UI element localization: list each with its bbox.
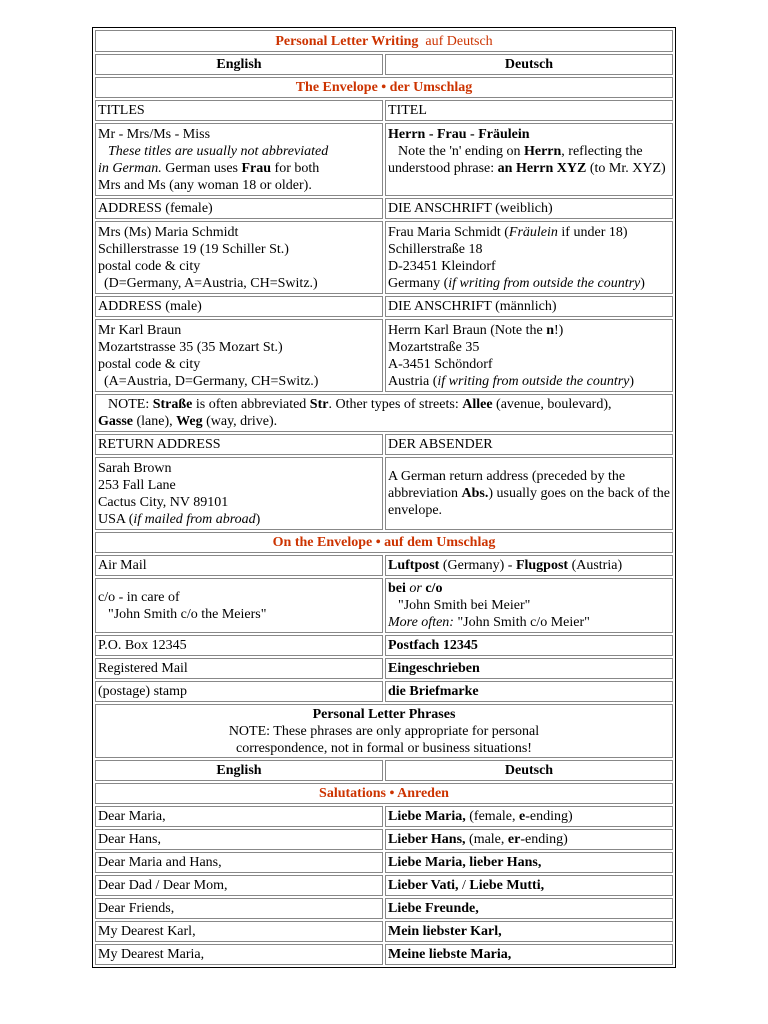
ret-de-head: DER ABSENDER: [385, 434, 673, 455]
addr-line: Mozartstraße 35: [388, 339, 480, 355]
text: if writing from outside the country: [448, 275, 641, 291]
text: Gasse: [98, 414, 133, 429]
addr-line: [388, 373, 670, 390]
text: for both: [271, 160, 320, 176]
table-row: [95, 875, 673, 896]
text: Germany (: [388, 275, 449, 291]
text: !): [554, 322, 564, 338]
text: understood phrase:: [388, 161, 498, 176]
title-normal: auf Deutsch: [425, 33, 493, 49]
table-row: [95, 829, 673, 850]
text: Abs.: [461, 486, 489, 501]
header-deutsch: Deutsch: [385, 54, 673, 75]
co-line: "John Smith c/o the Meiers": [108, 606, 267, 622]
column-header-row: [95, 54, 673, 75]
air-row: [95, 555, 673, 576]
titles-head-row: [95, 100, 673, 121]
text: . Other types of streets:: [328, 397, 463, 412]
text: Allee: [462, 397, 493, 412]
text: (male,: [465, 832, 508, 847]
addr-line: (A=Austria, D=Germany, CH=Switz.): [104, 373, 319, 389]
titles-body-row: [95, 123, 673, 196]
column-header-row: [95, 760, 673, 781]
addr-line: postal code & city: [98, 258, 201, 274]
text: in German.: [98, 160, 162, 176]
note-row: [95, 394, 673, 432]
text: (lane),: [133, 414, 177, 429]
text: e: [519, 809, 526, 824]
stamp-row: [95, 681, 673, 702]
text: if mailed from abroad: [133, 511, 256, 527]
text: NOTE:: [108, 397, 153, 412]
title-row: [95, 30, 673, 52]
text: "John Smith c/o Meier": [453, 615, 590, 630]
ret-en-body: [95, 457, 383, 530]
text: , reflecting the: [561, 144, 643, 159]
addr-m-de-head: DIE ANSCHRIFT (männlich): [385, 296, 673, 317]
text: Liebe Mutti,: [469, 878, 545, 893]
text: Liebe Maria, lieber Hans,: [388, 855, 542, 870]
page-title: [95, 30, 673, 52]
note-line: [98, 396, 670, 413]
phrases-row: [95, 704, 673, 758]
text: bei: [388, 581, 406, 596]
phrases-title: Personal Letter Phrases: [312, 706, 456, 722]
section-envelope: The Envelope • der Umschlag: [95, 77, 673, 98]
title-bold: Personal Letter Writing: [275, 33, 419, 49]
text: Luftpost: [388, 558, 440, 573]
titles-en-line: [98, 160, 380, 177]
co-row: [95, 578, 673, 633]
addr-line: postal code & city: [98, 356, 201, 372]
salutation-de: [385, 875, 673, 896]
text: Frau: [241, 160, 272, 176]
section-row: [95, 783, 673, 804]
letter-writing-document: [92, 27, 676, 968]
salutation-de: [385, 852, 673, 873]
text: Weg: [176, 414, 203, 429]
pobox-en: P.O. Box 12345: [95, 635, 383, 656]
table-row: [95, 852, 673, 873]
co-line: c/o - in care of: [98, 589, 180, 605]
reg-de: Eingeschrieben: [385, 658, 673, 679]
salutation-de: [385, 921, 673, 942]
ret-head-row: [95, 434, 673, 455]
text: (avenue, boulevard),: [492, 397, 612, 412]
salutation-de: [385, 898, 673, 919]
addr-line: Cactus City, NV 89101: [98, 494, 229, 510]
ret-de-body: [385, 457, 673, 530]
addr-line: [388, 275, 670, 292]
addr-line: Mrs (Ms) Maria Schmidt: [98, 224, 239, 240]
text: (female,: [465, 809, 520, 824]
text: if writing from outside the country: [437, 373, 630, 389]
air-en: Air Mail: [95, 555, 383, 576]
text: -ending): [520, 832, 568, 847]
text: More often:: [388, 615, 454, 630]
letter-writing-table: [92, 27, 676, 968]
salutation-en: Dear Hans,: [95, 829, 383, 850]
salutation-en: Dear Dad / Dear Mom,: [95, 875, 383, 896]
text: ) usually goes on the back of the envelope.: [388, 486, 670, 518]
co-line: [388, 614, 670, 631]
reg-en: Registered Mail: [95, 658, 383, 679]
text: /: [458, 878, 470, 893]
section-salutations: Salutations • Anreden: [95, 783, 673, 804]
stamp-de: die Briefmarke: [385, 681, 673, 702]
text: Lieber Hans,: [388, 832, 466, 847]
text: (way, drive).: [202, 414, 278, 429]
salutation-en: My Dearest Karl,: [95, 921, 383, 942]
salutation-en: My Dearest Maria,: [95, 944, 383, 965]
titles-de-line: [388, 143, 670, 160]
addr-m-de-body: [385, 319, 673, 392]
text: Frau Maria Schmidt (: [388, 224, 509, 240]
phrases-note: [95, 704, 673, 758]
section-row: [95, 532, 673, 553]
addr-line: [98, 511, 380, 528]
table-row: [95, 944, 673, 965]
table-row: [95, 921, 673, 942]
salutation-en: Dear Friends,: [95, 898, 383, 919]
text: Liebe Maria,: [388, 809, 466, 824]
titles-en-body: [95, 123, 383, 196]
header-english: English: [95, 54, 383, 75]
stamp-en: (postage) stamp: [95, 681, 383, 702]
section-on-envelope: On the Envelope • auf dem Umschlag: [95, 532, 673, 553]
addr-m-body-row: [95, 319, 673, 392]
text: c/o: [425, 581, 443, 596]
text: Straße: [152, 397, 193, 412]
text: er: [507, 832, 521, 847]
addr-m-head-row: [95, 296, 673, 317]
text: an Herrn XYZ: [497, 161, 587, 176]
addr-f-head-row: [95, 198, 673, 219]
table-row: [95, 898, 673, 919]
addr-line: D-23451 Kleindorf: [388, 258, 496, 274]
titles-en-line: Mrs and Ms (any woman 18 or older).: [98, 177, 312, 193]
addr-f-de-body: [385, 221, 673, 294]
text: -ending): [525, 809, 573, 824]
section-row: [95, 77, 673, 98]
text: German uses: [161, 160, 242, 176]
addr-line: Mozartstrasse 35 (35 Mozart St.): [98, 339, 283, 355]
pobox-de: Postfach 12345: [385, 635, 673, 656]
salutation-en: Dear Maria and Hans,: [95, 852, 383, 873]
co-de: [385, 578, 673, 633]
text: ): [640, 275, 645, 291]
phrases-line: correspondence, not in formal or business situations!: [236, 740, 532, 756]
titles-de-line: Herrn - Frau - Fräulein: [388, 127, 530, 142]
salutation-de: [385, 829, 673, 850]
ret-body-row: [95, 457, 673, 530]
titles-de-body: [385, 123, 673, 196]
salutation-de: [385, 806, 673, 827]
addr-line: [388, 224, 670, 241]
text: Fräulein: [508, 224, 558, 240]
co-line: "John Smith bei Meier": [398, 598, 531, 613]
header-deutsch: Deutsch: [385, 760, 673, 781]
text: Herrn: [523, 144, 562, 159]
text: ): [255, 511, 261, 527]
table-row: [95, 806, 673, 827]
text: Mein liebster Karl,: [388, 924, 502, 939]
text: A German return address (preceded by the abbreviation: [388, 469, 626, 501]
addr-line: Schillerstraße 18: [388, 241, 483, 257]
titles-en-head: TITLES: [95, 100, 383, 121]
text: (to Mr. XYZ): [586, 161, 666, 176]
text: Lieber Vati,: [388, 878, 459, 893]
text: is often abbreviated: [192, 397, 310, 412]
addr-m-en-body: [95, 319, 383, 392]
addr-line: Mr Karl Braun: [98, 322, 182, 338]
text: (Germany) -: [439, 558, 516, 573]
text: Liebe Freunde,: [388, 901, 479, 916]
salutations-list: [95, 806, 673, 965]
text: Meine liebste Maria,: [388, 947, 512, 962]
salutation-de: [385, 944, 673, 965]
titles-en-line: Mr - Mrs/Ms - Miss: [98, 126, 211, 142]
titles-en-line: These titles are usually not abbreviated: [108, 143, 329, 159]
pobox-row: [95, 635, 673, 656]
text: Str: [309, 397, 329, 412]
addr-f-en-head: ADDRESS (female): [95, 198, 383, 219]
text: Austria (: [388, 373, 438, 389]
co-line: [388, 580, 670, 597]
header-english: English: [95, 760, 383, 781]
text: if under 18): [557, 224, 628, 240]
addr-line: 253 Fall Lane: [98, 477, 176, 493]
phrases-line: NOTE: These phrases are only appropriate for personal: [228, 723, 540, 739]
note-line: [98, 413, 670, 430]
text: Herrn Karl Braun (Note the: [388, 322, 547, 338]
addr-line: (D=Germany, A=Austria, CH=Switz.): [104, 275, 318, 291]
text: or: [405, 581, 426, 596]
ret-en-head: RETURN ADDRESS: [95, 434, 383, 455]
addr-f-en-body: [95, 221, 383, 294]
addr-line: [388, 322, 670, 339]
addr-f-body-row: [95, 221, 673, 294]
addr-line: A-3451 Schöndorf: [388, 356, 493, 372]
salutation-en: Dear Maria,: [95, 806, 383, 827]
text: n: [546, 322, 555, 338]
text: (Austria): [568, 558, 623, 573]
addr-line: Schillerstrasse 19 (19 Schiller St.): [98, 241, 289, 257]
text: USA (: [98, 511, 134, 527]
addr-m-en-head: ADDRESS (male): [95, 296, 383, 317]
text: Flugpost: [515, 558, 569, 573]
co-en: [95, 578, 383, 633]
addr-line: Sarah Brown: [98, 460, 172, 476]
reg-row: [95, 658, 673, 679]
air-de: [385, 555, 673, 576]
text: Note the 'n' ending on: [398, 144, 524, 159]
text: ): [629, 373, 635, 389]
street-note: [95, 394, 673, 432]
titles-de-head: TITEL: [385, 100, 673, 121]
titles-de-line: [388, 160, 670, 177]
addr-f-de-head: DIE ANSCHRIFT (weiblich): [385, 198, 673, 219]
